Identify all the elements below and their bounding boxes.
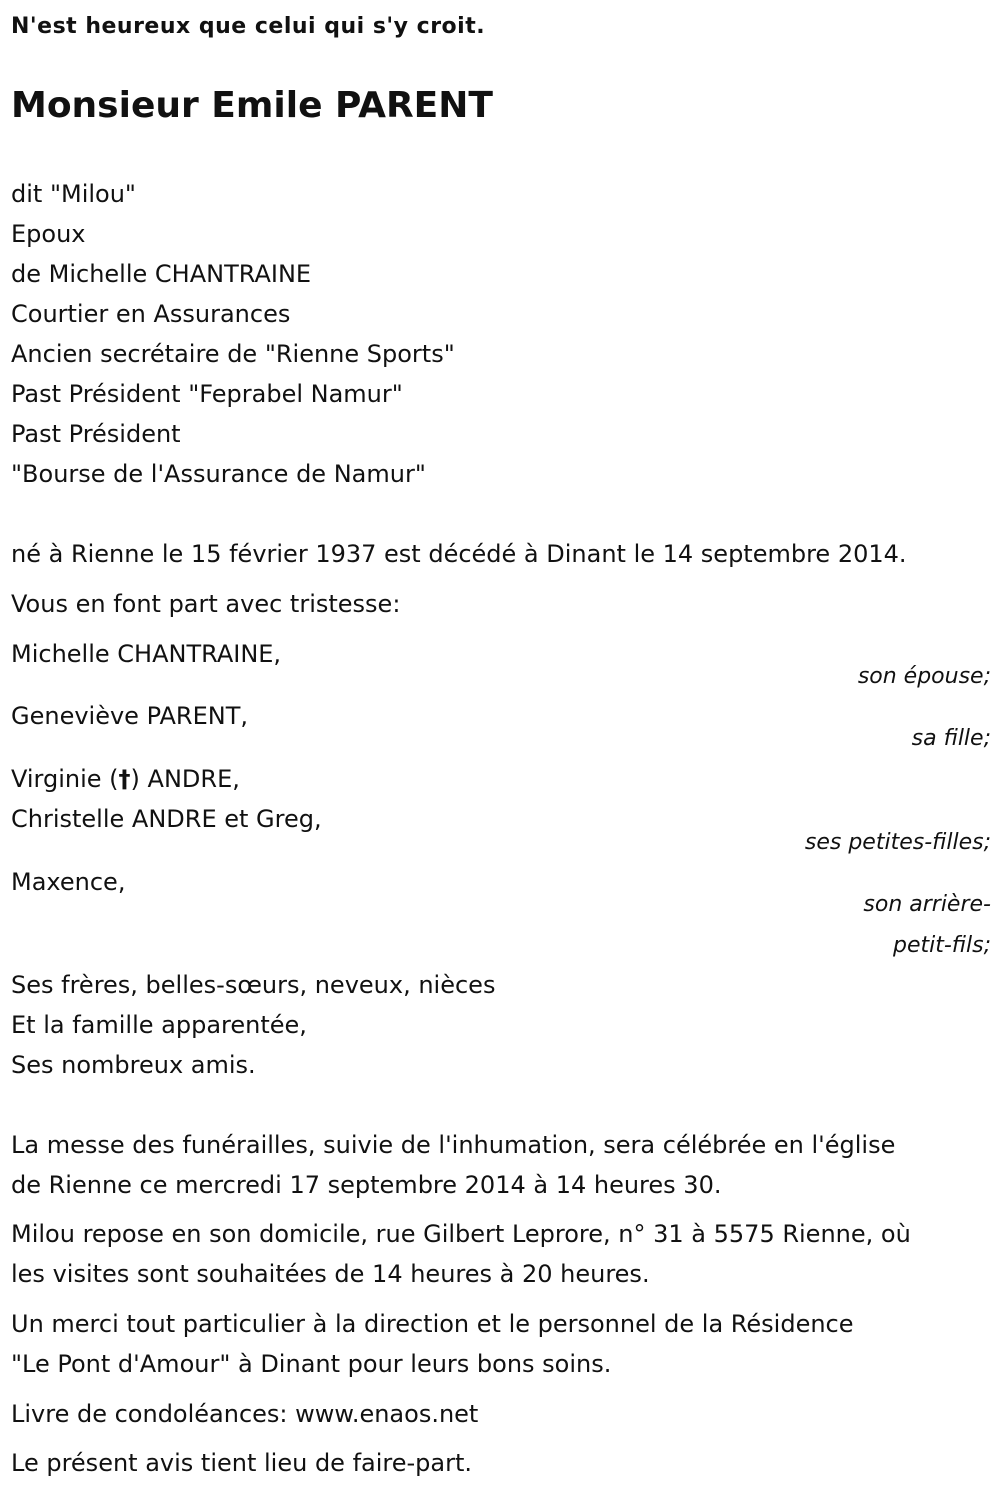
description-line: Ancien secrétaire de "Rienne Sports" (11, 340, 455, 368)
family-member-relation: petit-fils; (892, 933, 991, 958)
epigraph: N'est heureux que celui qui s'y croit. (11, 14, 486, 39)
family-member-name: Christelle ANDRE et Greg, (11, 805, 322, 833)
description-line: dit "Milou" (11, 180, 136, 208)
description-line: de Michelle CHANTRAINE (11, 260, 312, 288)
family-member-name (11, 763, 240, 795)
description-line: Past Président (11, 420, 181, 448)
description-line: Courtier en Assurances (11, 300, 291, 328)
thanks-line: "Le Pont d'Amour" à Dinant pour leurs bons soins. (11, 1350, 612, 1378)
family-member-name: Maxence, (11, 868, 126, 896)
notice-line: Le présent avis tient lieu de faire-part. (11, 1449, 473, 1477)
birth-death-line: né à Rienne le 15 février 1937 est décédé à Dinant le 14 septembre 2014. (11, 540, 907, 568)
announcement-line: Vous en font part avec tristesse: (11, 590, 401, 618)
name-part: Virginie ( (11, 765, 119, 793)
deceased-name: Monsieur Emile PARENT (11, 85, 493, 126)
family-member-relation: ses petites-filles; (804, 830, 991, 855)
visitation-line: les visites sont souhaitées de 14 heures à 20 heures. (11, 1260, 650, 1288)
description-line: Epoux (11, 220, 86, 248)
description-line: "Bourse de l'Assurance de Namur" (11, 460, 426, 488)
family-member-name: Geneviève PARENT, (11, 702, 249, 730)
others-line: Et la famille apparentée, (11, 1011, 307, 1039)
name-part: ) ANDRE, (130, 765, 240, 793)
others-line: Ses frères, belles-sœurs, neveux, nièces (11, 971, 496, 999)
family-member-relation: sa fille; (911, 726, 991, 751)
funeral-line: La messe des funérailles, suivie de l'inhumation, sera célébrée en l'église (11, 1131, 896, 1159)
others-line: Ses nombreux amis. (11, 1051, 256, 1079)
thanks-line: Un merci tout particulier à la direction et le personnel de la Résidence (11, 1310, 854, 1338)
family-member-relation: son arrière- (863, 892, 991, 917)
funeral-line: de Rienne ce mercredi 17 septembre 2014 à 14 heures 30. (11, 1171, 722, 1199)
visitation-line: Milou repose en son domicile, rue Gilbert Leprore, n° 31 à 5575 Rienne, où (11, 1220, 911, 1248)
dagger-icon: † (118, 765, 131, 793)
family-member-name: Michelle CHANTRAINE, (11, 640, 282, 668)
condolences-line: Livre de condoléances: www.enaos.net (11, 1400, 479, 1428)
description-line: Past Président "Feprabel Namur" (11, 380, 403, 408)
family-member-relation: son épouse; (857, 664, 991, 689)
